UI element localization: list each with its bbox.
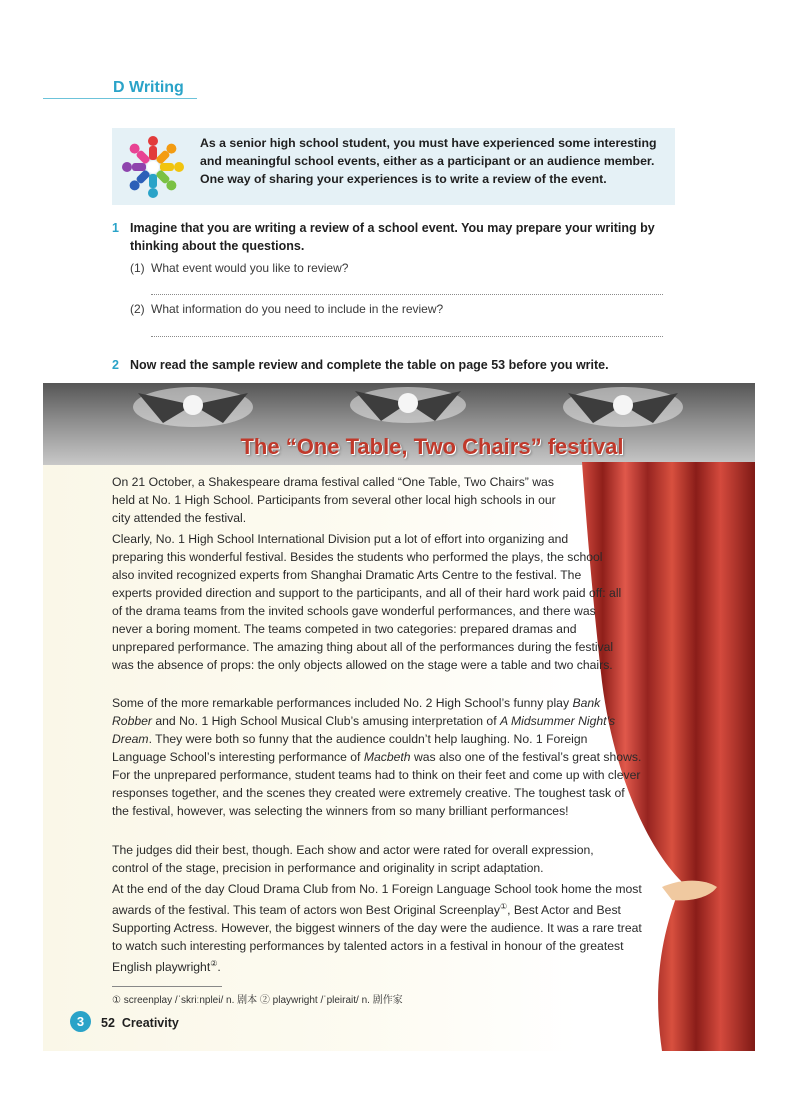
- p5-text: , Best Actor and Best Supporting Actress. However, the biggest winners of the day were the audience. It was a rare treat to watch such interesting performances by talented actors in a festival in honour of the greatest English playwright: [112, 903, 642, 975]
- question-number: 2: [112, 358, 119, 372]
- footnotes: ① screenplay /ˈskriːnplei/ n. 剧本 ② playwright /ˈpleirait/ n. 剧作家: [112, 995, 403, 1006]
- play-title: A Midsummer Night’s Dream: [112, 714, 616, 746]
- footnote-ref: ①: [499, 902, 508, 911]
- page-footer: [101, 1016, 179, 1030]
- people-circle-icon: [117, 131, 189, 203]
- p3-text: and No. 1 High School Musical Club’s amusing interpretation of: [151, 714, 500, 728]
- subquestion-number: (2): [130, 302, 145, 316]
- article-title: [0, 434, 800, 460]
- spotlight-icon: [563, 387, 683, 427]
- p3-text: Some of the more remarkable performances included No. 2 High School’s funny play: [112, 696, 573, 710]
- subquestion-number: (1): [130, 261, 145, 275]
- play-title: Bank Robber: [112, 696, 601, 728]
- play-title: Macbeth: [363, 750, 411, 764]
- section-label: D Writing: [113, 79, 184, 96]
- answer-line: [151, 336, 663, 337]
- p5-text: At the end of the day Cloud Drama Club from No. 1 Foreign Language School took home the most awards of the festival. This team of actors won Best Original Screenplay: [112, 882, 642, 918]
- subquestion-text: What event would you like to review?: [151, 261, 349, 275]
- page-number: 52: [101, 1016, 115, 1030]
- paragraph-2: Clearly, No. 1 High School International Division put a lot of effort into organizing and preparing this wonderful festival. Besides the students who performed the plays, the school also invited recognized experts from Shanghai Dramatic Arts Centre to the festival. The experts provided direction and support to the participants, and all of their hard work paid off: all of the drama teams from the invited schools gave wonderful performances, and there was never a boring moment. The teams competed in two categories: prepared dramas and unprepared performance. The amazing thing about all of the performances during the festival was the absence of props: the only objects allowed on the stage were a table and two chairs.: [112, 532, 622, 672]
- question-text: Imagine that you are writing a review of a school event. You may prepare your writing by thinking about the questions.: [130, 221, 655, 253]
- paragraph-1: On 21 October, a Shakespeare drama festival called “One Table, Two Chairs” was held at No. 1 High School. Participants from several other local high schools in our city attended the festival.: [112, 475, 556, 525]
- p3-text: . They were both so funny that the audience couldn’t help laughing. No. 1 Foreign Language School’s interesting performance of: [112, 732, 588, 764]
- p5-text: .: [217, 960, 221, 975]
- subquestion-text: What information do you need to include in the review?: [151, 302, 444, 316]
- question-text: Now read the sample review and complete the table on page 53 before you write.: [130, 358, 609, 372]
- paragraph-5: [112, 880, 642, 976]
- p3-text: was also one of the festival’s great shows. For the unprepared performance, student teams had to think on their feet and come up with clever responses together, and the scenes they created were extremely creative. The toughest task of the festival, however, was selecting the winners from so many brilliant performances!: [112, 750, 642, 818]
- footnote-ref: ②: [210, 959, 218, 969]
- paragraph-3: [112, 694, 642, 820]
- paragraph-4: The judges did their best, though. Each show and actor were rated for overall expression, control of the stage, precision in performance and originality in script adaptation.: [112, 843, 594, 875]
- spotlight-icon: [350, 387, 466, 423]
- section-heading: [43, 76, 197, 99]
- unit-title: Creativity: [121, 1016, 179, 1030]
- intro-text: As a senior high school student, you must have experienced some interesting and meaningful school events, either as a participant or an audience member. One way of sharing your experiences is to write a review of the event.: [200, 136, 657, 186]
- footnote-divider: [112, 986, 222, 987]
- answer-line: [151, 294, 663, 295]
- question-number: 1: [112, 221, 119, 235]
- article-title-text: The “One Table, Two Chairs” festival: [240, 434, 624, 459]
- unit-badge: 3: [70, 1011, 91, 1032]
- spotlight-icon: [133, 387, 253, 427]
